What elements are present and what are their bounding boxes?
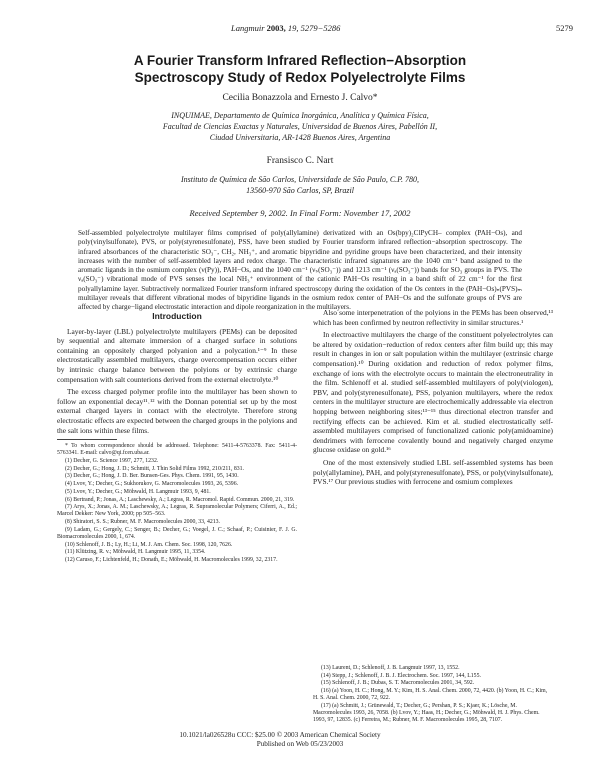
footnote-correspondence: * To whom correspondence should be addressed. Telephone: 5411-4-5763378. Fax: 5411-4-5763341. E-mail: calvo@qi.fcen.uba.ar.	[57, 443, 297, 457]
reference-item: (15) Schlenoff, J. B.; Dubas, S. T. Macromolecules 2001, 34, 592.	[321, 680, 475, 687]
authors-line-1: Cecilia Bonazzola and Ernesto J. Calvo*	[222, 93, 378, 103]
reference-item: (2) Decher, G.; Hong, J. D.; Schmitt, J. Thin Solid Films 1992, 210/211, 831.	[65, 465, 244, 472]
affiliation-1	[40, 110, 560, 143]
journal-year: 2003,	[266, 23, 286, 33]
footnote-divider	[57, 439, 117, 440]
journal-volume-pages: 19, 5279−5286	[287, 23, 341, 33]
reference-item: (9) Ladam, G.; Gergely, C.; Senger, B.; Decher, G.; Voegel, J. C.; Schaaf, P.; Cuisinier, F. J. G. Biomacromolecules 2000, 1, 674.	[57, 526, 297, 541]
reference-item: (6) Bertrand, P.; Jonas, A.; Laschewsky, A.; Legras, R. Macromol. Rapid. Commun. 2000, 21, 319.	[65, 496, 295, 503]
page-footer	[0, 731, 600, 749]
page-number: 5279	[556, 23, 573, 33]
doi-copyright: 10.1021/la026528u CCC: $25.00 © 2003 American Chemical Society	[179, 731, 381, 739]
right-footnotes	[313, 665, 553, 725]
section-heading-introduction: Introduction	[152, 311, 202, 321]
reference-item: (4) Lvov, Y.; Decher, G.; Sukhorukov, G. Macromolecules 1993, 26, 5396.	[65, 481, 239, 488]
reference-item: (14) Stepp, J.; Schlenoff, J. B. J. Electrochem. Soc. 1997, 144, L155.	[321, 672, 481, 679]
running-header	[0, 23, 600, 37]
affiliation-2-line-1: Instituto de Química de São Carlos, Universidade de São Paulo, C.P. 780,	[180, 175, 420, 184]
body-paragraph-1: Also some interpenetration of the polyions in the PEMs has been observed,¹³ which has been confirmed by neutron reflectivity in similar structures.¹	[313, 308, 553, 327]
reference-item: (3) Decher, G.; Hong, J. D. Ber. Bunsen-Ges. Phys. Chem. 1991, 95, 1430.	[65, 473, 239, 480]
right-column	[313, 308, 553, 490]
reference-item: (13) Laurent, D.; Schlenoff, J. B. Langmuir 1997, 13, 1552.	[321, 665, 460, 671]
reference-item: (12) Caruso, F.; Lichtenfeld, H.; Donath, E.; Möhwald, H. Macromolecules 1999, 32, 2317.	[65, 557, 278, 564]
reference-item: (11) Klützing, R. v.; Möhwald, H. Langmuir 1995, 11, 3354.	[65, 549, 206, 556]
title-line-1: A Fourier Transform Infrared Reflection−Absorption	[133, 53, 467, 68]
journal-citation	[231, 23, 340, 33]
received-dates: Received September 9, 2002. In Final Form: November 17, 2002	[189, 208, 411, 218]
left-footnotes	[57, 443, 297, 564]
affiliation-2	[40, 174, 560, 196]
title-line-2: Spectroscopy Study of Redox Polyelectrolyte Films	[134, 70, 466, 85]
affiliation-1-line-2: Facultad de Ciencias Exactas y Naturales, Universidad de Buenos Aires, Pabellón II,	[162, 122, 438, 131]
intro-paragraph-2: The excess charged polymer profile into the multilayer has been shown to follow an exponential decay¹¹˒¹² with the Donnan potential set up by the most external charged layers in contact with the electrolyte. Therefore strong electrostatic effects are expected between the charged groups in the polyions and the salt ions within these films.	[57, 387, 297, 435]
reference-item: (16) (a) Yoon, H. C.; Hong, M. Y.; Kim, H. S. Anal. Chem. 2000, 72, 4420. (b) Yoon, H. C.; Kim, H. S. Anal. Chem. 2000, 72, 922.	[313, 688, 548, 702]
journal-name: Langmuir	[231, 23, 265, 33]
publication-date: Published on Web 05/23/2003	[256, 740, 344, 748]
intro-paragraph-1: Layer-by-layer (LBL) polyelectrolyte multilayers (PEMs) can be deposited by sequential and alternate immersion of a charged surface in solutions containing an oppositely charged polyanion and a polycation.¹⁻⁹ In these electrostatically assembled multilayers, charge overcompensation occurs either by intrinsic charge balance between the polyions or by extrinsic charge compensation with salt counterions derived from the external electrolyte.¹⁰	[57, 326, 297, 384]
authors-line-2: Fransisco C. Nart	[266, 156, 334, 166]
reference-item: (8) Shiratori, S. S.; Rubner, M. F. Macromolecules 2000, 33, 4213.	[65, 519, 221, 526]
abstract: Self-assembled polyelectrolyte multilayer films comprised of poly(allylamine) derivatized with an Os(bpy)₂ClPyCH– complex (PAH−Os), and poly(vinylsulfonate), PVS, or poly(styrenesulfonate), PSS, have been studied by Fourier transform infrared reflection−absorption spectroscopy. The infrared absorbances of the characteristic SO₃⁻, CH₂, NH₃⁺, and aromatic bipyridine and pyridine groups have been characterized, and their intensity increases with the number of self-assembled layers and redox charge. The characteristic infrared signatures are the 1040 cm⁻¹ band assigned to the aromatic ligands in the osmium complex (ν(Py)), PAH−Os, and the 1040 cm⁻¹ (νₛ(SO₃⁻)) and 1213 cm⁻¹ (νₐ(SO₃⁻)) bands for SO₃ groups in PVS. The νₐ(SO₃⁻) vibrational mode of PVS senses the local NH₃⁺ environment of the cationic PAH−Os resulting in a band shift of 22 cm⁻¹ for the first polyallylamine layer. Subtractively normalized Fourier transform infrared spectroscopy during the oxidation of the Os centers in the (PAH−Os)ₙ(PVS)ₘ multilayer reveals that different vibrational modes of bipyridine ligands in the osmium redox center of PAH−Os and the sulfonate groups of PVS are affected by charge−ligand electrostatic interaction and dipole reorganization in the multilayers.	[78, 229, 522, 312]
affiliation-1-line-1: INQUIMAE, Departamento de Química Inorgánica, Analítica y Química Física,	[171, 111, 429, 120]
body-paragraph-2: In electroactive multilayers the charge of the constituent polyelectrolytes can be altered by oxidation−reduction of redox centers after film build up; this may result in changes in ion or salt population within the multilayer (extrinsic charge compensation).¹⁰ During oxidation and reduction of redox polymer films, exchange of ions with the electrolyte occurs to maintain the electroneutrality in the film. Schlenoff et al. studied self-assembled multilayers of poly(viologen), PBV, and poly(styrenesulfonate), PSS, polyanion multilayers, where the redox centers in the multilayer structure are electrochemically addressable via electron hopping between neighboring sites;¹³⁻¹⁵ thus directional electron transfer and rectifying effects can be achieved. Kim et al. studied electrostatically self-assembled multilayers comprised of functionalized cationic poly(amidoamine) dendrimers with ferrocene covalently bound and negatively charged enzyme glucose oxidase on gold.¹⁶	[313, 330, 553, 455]
affiliation-1-line-3: Ciudad Universitaria, AR-1428 Buenos Aires, Argentina	[209, 133, 391, 142]
reference-item: (5) Lvov, Y.; Decher, G.; Möhwald, H. Langmuir 1993, 9, 481.	[65, 488, 211, 495]
reference-item: (10) Schlenoff, J. B.; Ly, H.; Li, M. J. Am. Chem. Soc. 1998, 120, 7626.	[65, 541, 233, 548]
reference-item: (1) Decher, G. Science 1997, 277, 1232.	[65, 458, 159, 465]
reference-item: (17) (a) Schmitt, J.; Grünewald, T.; Decher, G.; Pershan, P. S.; Kjaer, K.; Lösche, M. Macromolecules 1993, 26, 7058. (b) Lvov, Y.; Haas, H.; Decher, G.; Möhwald, H. J. Phys. Chem. 1993, 97, 12835. (c) Ferreira, M.; Rubner, M. F. Macromolecules 1995, 28, 7107.	[313, 703, 540, 724]
left-column	[57, 312, 297, 565]
paper-title	[40, 52, 560, 86]
affiliation-2-line-2: 13560-970 São Carlos, SP, Brazil	[246, 186, 354, 195]
reference-item: (7) Arys, X.; Jonas, A. M.; Laschewsky, A.; Legras, R. Supramolecular Polymers; Ciferri, A., Ed.; Marcel Dekker: New York, 2000; pp 505−563.	[57, 504, 297, 518]
body-paragraph-3: One of the most extensively studied LBL self-assembled systems has been poly(allylamine), PAH, and poly(styrenesulfonate), PSS, or poly(vinylsulfonate), PVS.¹⁷ Our previous studies with ferrocene and osmium complexes	[313, 457, 553, 487]
